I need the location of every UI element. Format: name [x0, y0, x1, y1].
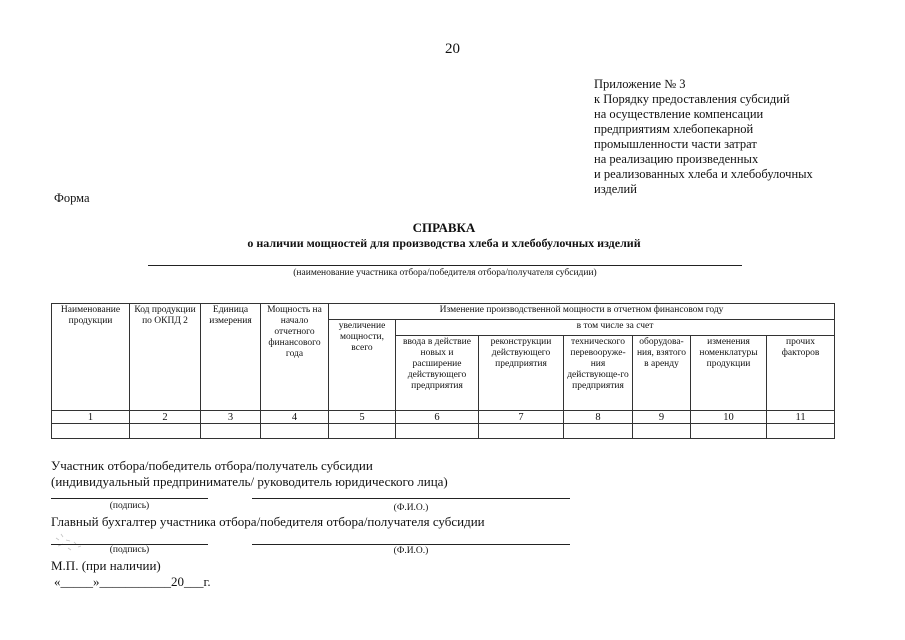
- participant-name-caption: (наименование участника отбора/победителя отбора/получателя субсидии): [293, 268, 597, 278]
- column-number: 6: [396, 411, 479, 424]
- header-re-equipment: технического перевооруже-ния действующе-го предприятия: [564, 336, 633, 411]
- header-new-commissioning: ввода в действие новых и расширение действующего предприятия: [396, 336, 479, 411]
- appendix-line: Приложение № 3: [594, 77, 686, 91]
- appendix-line: на реализацию произведенных: [594, 152, 759, 166]
- table-cell[interactable]: [564, 424, 633, 439]
- appendix-line: промышленности части затрат: [594, 137, 757, 151]
- column-number: 7: [479, 411, 564, 424]
- table-cell[interactable]: [52, 424, 130, 439]
- header-nomenclature-change: изменения номенклатуры продукции: [691, 336, 767, 411]
- signature-caption: (подпись): [109, 501, 150, 511]
- participant-name-line: [148, 265, 742, 266]
- table-cell[interactable]: [767, 424, 835, 439]
- column-number: 3: [201, 411, 261, 424]
- column-number: 10: [691, 411, 767, 424]
- appendix-line: на осуществление компенсации: [594, 107, 764, 121]
- form-label: Форма: [54, 191, 90, 205]
- accountant-heading: Главный бухгалтер участника отбора/победителя отбора/получателя субсидии: [51, 514, 485, 529]
- table-cell[interactable]: [479, 424, 564, 439]
- appendix-line: и реализованных хлеба и хлебобулочных: [594, 167, 813, 181]
- fio-line-2[interactable]: [252, 544, 570, 545]
- fio-line[interactable]: [252, 498, 570, 499]
- column-number: 8: [564, 411, 633, 424]
- signature-caption-2: (подпись): [109, 545, 150, 555]
- header-okpd-code: Код продукции по ОКПД 2: [130, 304, 201, 411]
- header-capacity-change: Изменение производственной мощности в отчетном финансовом году: [329, 304, 835, 320]
- table-cell[interactable]: [329, 424, 396, 439]
- header-reconstruction: реконструкции действующего предприятия: [479, 336, 564, 411]
- header-product-name: Наименование продукции: [52, 304, 130, 411]
- table-cell[interactable]: [633, 424, 691, 439]
- participant-subheading: (индивидуальный предприниматель/ руководитель юридического лица): [51, 474, 448, 489]
- document-subtitle: о наличии мощностей для производства хлеба и хлебобулочных изделий: [247, 236, 641, 250]
- header-initial-capacity: Мощность на начало отчетного финансового года: [261, 304, 329, 411]
- participant-heading: Участник отбора/победитель отбора/получатель субсидии: [51, 458, 373, 473]
- fio-caption: (Ф.И.О.): [393, 503, 429, 513]
- column-number: 5: [329, 411, 396, 424]
- table-cell[interactable]: [130, 424, 201, 439]
- appendix-line: предприятиям хлебопекарной: [594, 122, 754, 136]
- header-increase-total: увеличение мощности, всего: [329, 320, 396, 411]
- header-other-factors: прочих факторов: [767, 336, 835, 411]
- date-line[interactable]: «_____»___________20___г.: [54, 574, 211, 589]
- column-number: 9: [633, 411, 691, 424]
- header-unit: Единица измерения: [201, 304, 261, 411]
- table-row: [52, 424, 835, 439]
- capacity-table: [51, 303, 835, 439]
- stamp-placeholder: М.П. (при наличии): [51, 558, 161, 573]
- page-number: 20: [445, 41, 460, 57]
- appendix-line: изделий: [594, 182, 637, 196]
- header-including: в том числе за счет: [396, 320, 835, 336]
- appendix-line: к Порядку предоставления субсидий: [594, 92, 790, 106]
- signature-line[interactable]: [51, 498, 208, 499]
- column-number: 2: [130, 411, 201, 424]
- table-cell[interactable]: [201, 424, 261, 439]
- document-title: СПРАВКА: [412, 220, 476, 235]
- column-number: 4: [261, 411, 329, 424]
- header-leased-equipment: оборудова-ния, взятого в аренду: [633, 336, 691, 411]
- appendix-note: [594, 77, 854, 197]
- table-cell[interactable]: [261, 424, 329, 439]
- table-cell[interactable]: [691, 424, 767, 439]
- fio-caption-2: (Ф.И.О.): [393, 546, 429, 556]
- table-cell[interactable]: [396, 424, 479, 439]
- column-number: 11: [767, 411, 835, 424]
- column-number: 1: [52, 411, 130, 424]
